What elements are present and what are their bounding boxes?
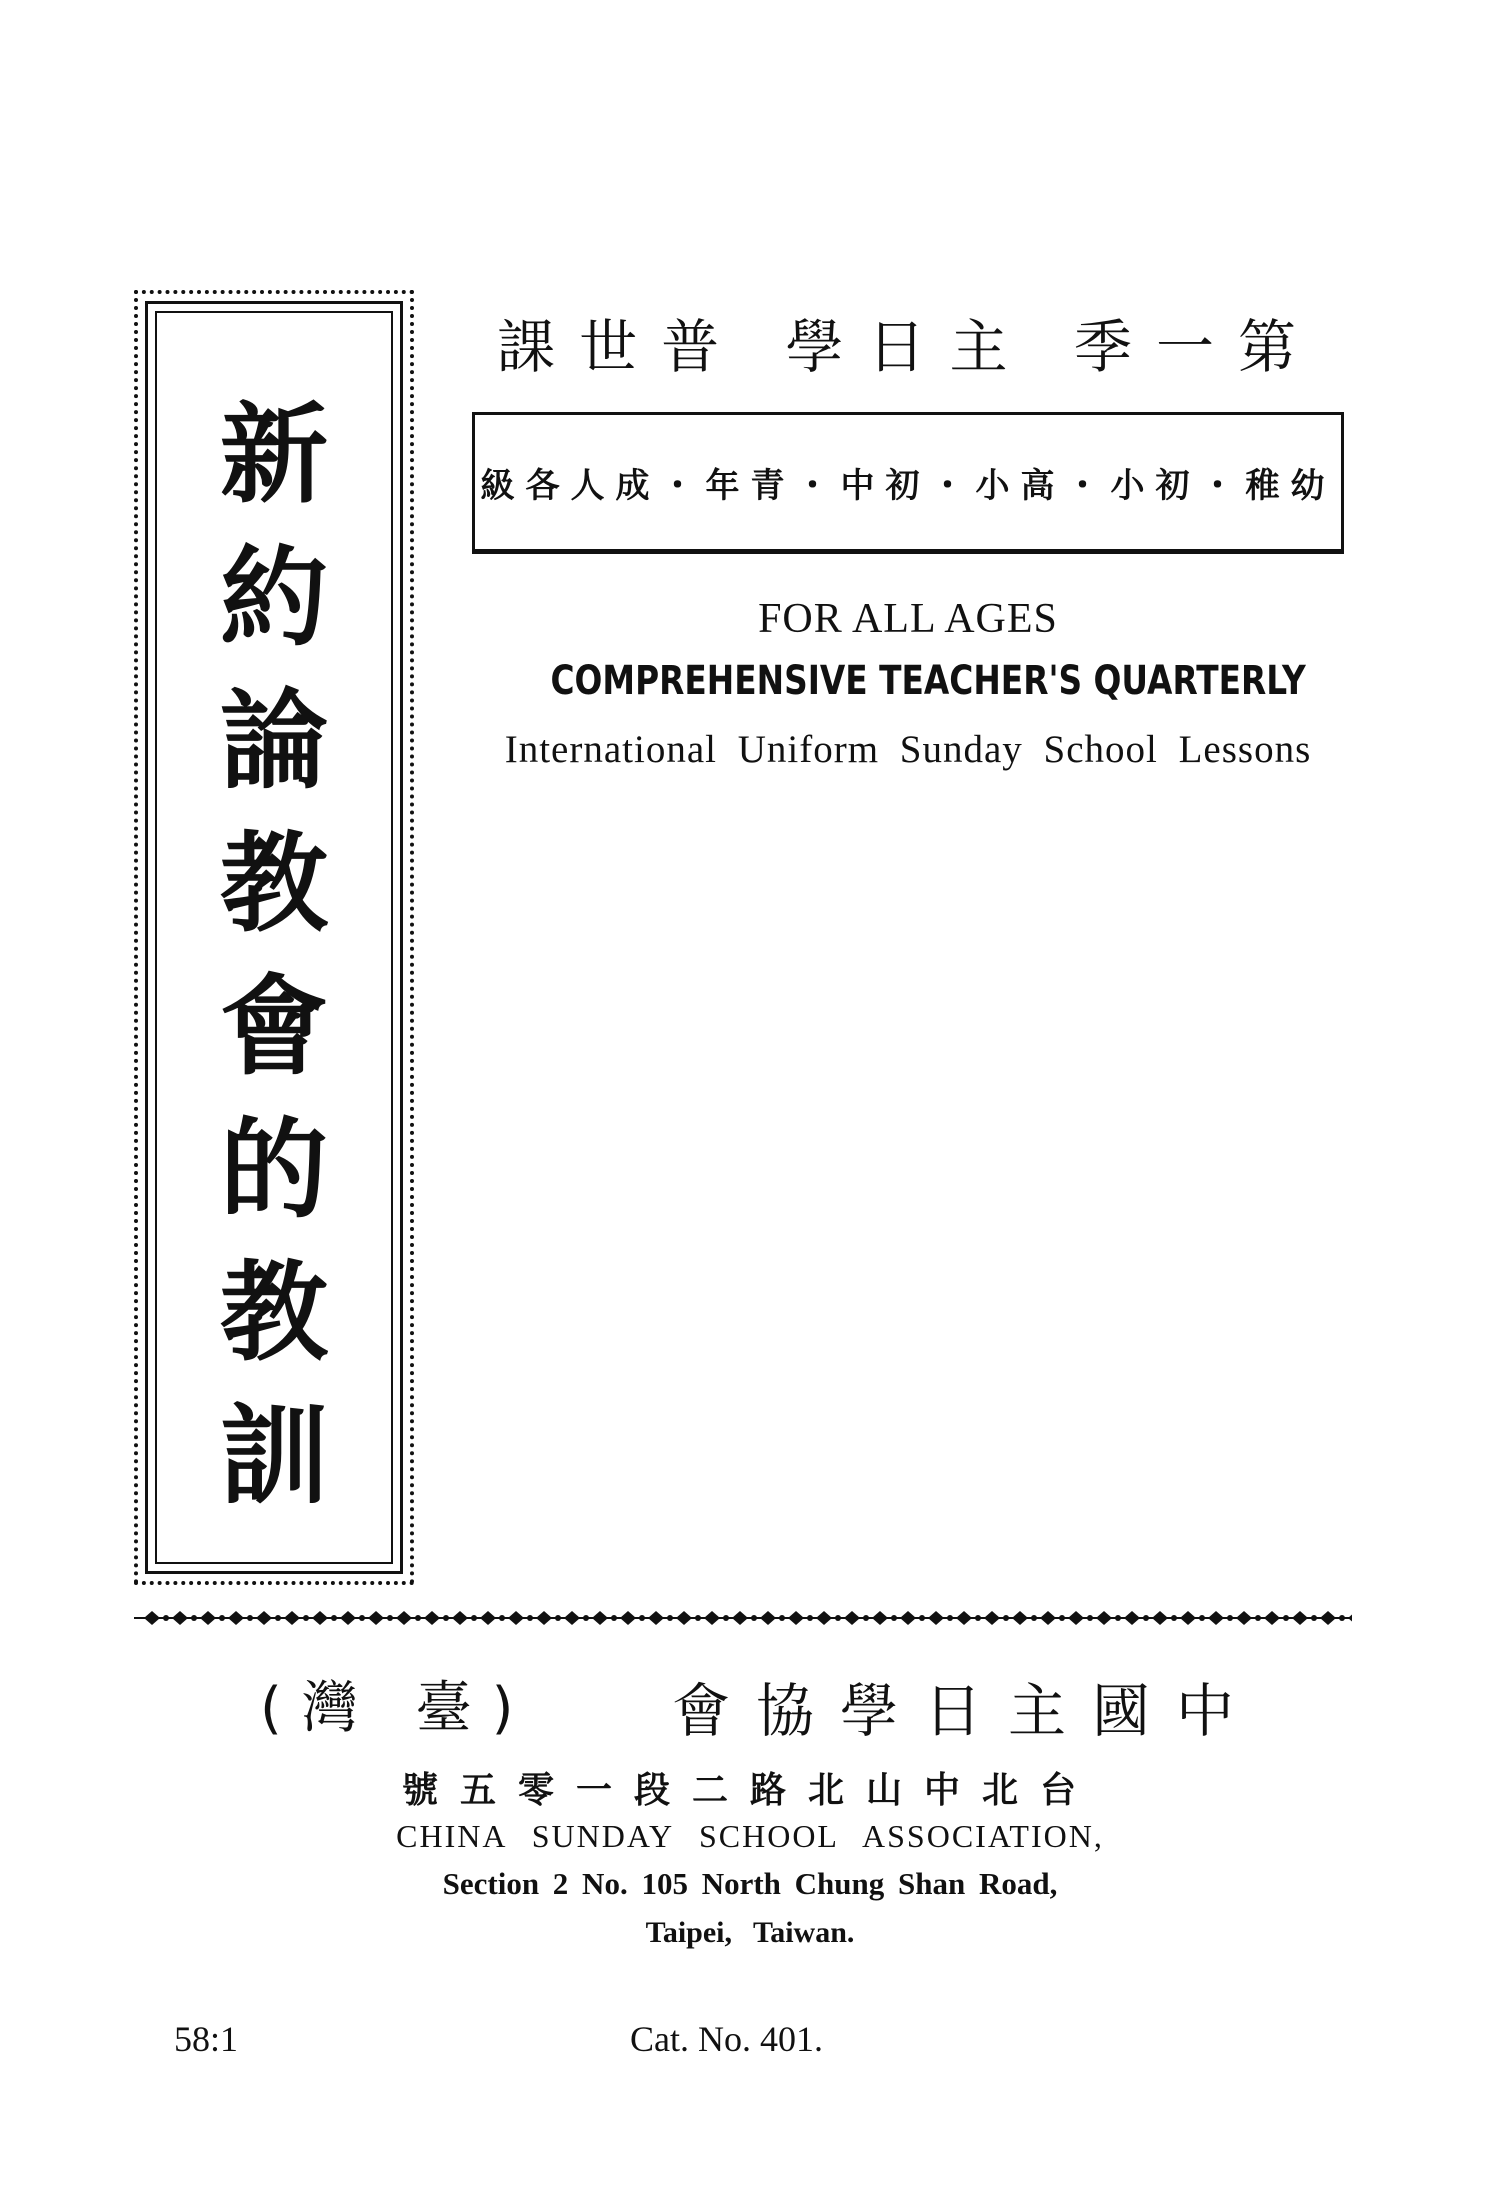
- divider-dot: [583, 1615, 589, 1621]
- title-char: 論: [219, 679, 328, 804]
- divider-dot: [303, 1615, 309, 1621]
- divider-diamond: [480, 1611, 496, 1625]
- age-levels: 幼稚・初小・高小・初中・青年・成人各級: [480, 465, 1336, 506]
- title-char: 訓: [219, 1394, 328, 1519]
- divider-dot: [415, 1615, 421, 1621]
- title-char: 約: [219, 536, 328, 661]
- divider-dot: [163, 1615, 169, 1621]
- title-char: 會: [219, 965, 328, 1090]
- publisher-location-cn: (臺 灣): [260, 1676, 534, 1741]
- divider-diamond: [396, 1611, 412, 1625]
- divider-diamond: [1040, 1611, 1056, 1625]
- divider-diamond: [312, 1611, 328, 1625]
- divider-dot: [1227, 1615, 1233, 1621]
- divider-dot: [1171, 1615, 1177, 1621]
- divider-diamond: [1236, 1611, 1252, 1625]
- divider-diamond: [648, 1611, 664, 1625]
- divider-dot: [1143, 1615, 1149, 1621]
- divider-diamond: [536, 1611, 552, 1625]
- divider-dot: [219, 1615, 225, 1621]
- divider-diamond: [788, 1611, 804, 1625]
- divider-diamond: [284, 1611, 300, 1625]
- divider-diamond: [144, 1611, 160, 1625]
- divider-diamond: [228, 1611, 244, 1625]
- divider-diamond: [900, 1611, 916, 1625]
- divider-dot: [835, 1615, 841, 1621]
- address-en: Section 2 No. 105 North Chung Shan Road,: [442, 1866, 1058, 1901]
- age-levels-box: [472, 412, 1344, 554]
- divider-diamond: [1348, 1611, 1352, 1625]
- divider-diamond: [592, 1611, 608, 1625]
- divider-dot: [667, 1615, 673, 1621]
- divider-diamond: [676, 1611, 692, 1625]
- for-all-ages: FOR ALL AGES: [758, 596, 1058, 642]
- divider-dot: [863, 1615, 869, 1621]
- title-char: 新: [219, 393, 328, 518]
- title-char: 教: [219, 1251, 328, 1376]
- divider-dot: [191, 1615, 197, 1621]
- divider-dot: [527, 1615, 533, 1621]
- title-char: 教: [219, 822, 328, 947]
- series-title: 第一季 主日學 普世課: [497, 313, 1320, 381]
- decorative-divider: [134, 1606, 1352, 1630]
- divider-dot: [499, 1615, 505, 1621]
- divider-diamond: [508, 1611, 524, 1625]
- divider-dot: [331, 1615, 337, 1621]
- divider-diamond: [816, 1611, 832, 1625]
- divider-dot: [891, 1615, 897, 1621]
- divider-diamond: [620, 1611, 636, 1625]
- divider-dot: [443, 1615, 449, 1621]
- divider-dot: [247, 1615, 253, 1621]
- divider-dot: [611, 1615, 617, 1621]
- divider-dot: [1199, 1615, 1205, 1621]
- divider-diamond: [1320, 1611, 1336, 1625]
- divider-dot: [975, 1615, 981, 1621]
- city-en: Taipei, Taiwan.: [645, 1916, 855, 1949]
- divider-diamond: [172, 1611, 188, 1625]
- divider-diamond: [452, 1611, 468, 1625]
- lessons-subtitle: International Uniform Sunday School Lessons: [504, 728, 1312, 771]
- divider-dot: [359, 1615, 365, 1621]
- divider-diamond: [1152, 1611, 1168, 1625]
- divider-diamond: [564, 1611, 580, 1625]
- divider-diamond: [424, 1611, 440, 1625]
- vertical-title: [138, 384, 410, 1528]
- catalog-number: Cat. No. 401.: [630, 2019, 823, 2059]
- divider-dot: [555, 1615, 561, 1621]
- quarterly-title: COMPREHENSIVE TEACHER'S QUARTERLY: [550, 658, 1306, 704]
- divider-dot: [751, 1615, 757, 1621]
- divider-diamond: [732, 1611, 748, 1625]
- divider-dot: [1003, 1615, 1009, 1621]
- publisher-name-cn: 中國主日學協會: [671, 1677, 1260, 1745]
- divider-diamond: [1208, 1611, 1224, 1625]
- divider-diamond: [1292, 1611, 1308, 1625]
- divider-diamond: [256, 1611, 272, 1625]
- divider-diamond: [1096, 1611, 1112, 1625]
- divider-dot: [807, 1615, 813, 1621]
- divider-diamond: [200, 1611, 216, 1625]
- issue-code: 58:1: [174, 2019, 239, 2059]
- divider-dot: [695, 1615, 701, 1621]
- divider-diamond: [368, 1611, 384, 1625]
- divider-diamond: [1264, 1611, 1280, 1625]
- divider-dot: [779, 1615, 785, 1621]
- divider-diamond: [956, 1611, 972, 1625]
- divider-diamond: [984, 1611, 1000, 1625]
- title-char: 的: [219, 1108, 328, 1233]
- divider-diamond: [872, 1611, 888, 1625]
- divider-dot: [947, 1615, 953, 1621]
- divider-diamond: [844, 1611, 860, 1625]
- publisher-cn-line: [260, 1664, 1260, 1744]
- divider-dot: [1339, 1615, 1345, 1621]
- divider-dot: [639, 1615, 645, 1621]
- title-frame: [134, 290, 414, 1585]
- divider-diamond: [1012, 1611, 1028, 1625]
- divider-dot: [1031, 1615, 1037, 1621]
- divider-diamond: [1180, 1611, 1196, 1625]
- divider-dot: [1255, 1615, 1261, 1621]
- divider-diamond: [1124, 1611, 1140, 1625]
- address-cn: 台北中山北路二段一零五號: [401, 1770, 1098, 1811]
- divider-dot: [275, 1615, 281, 1621]
- divider-diamond: [1068, 1611, 1084, 1625]
- divider-dot: [387, 1615, 393, 1621]
- divider-dot: [1283, 1615, 1289, 1621]
- divider-dot: [1311, 1615, 1317, 1621]
- divider-diamond: [760, 1611, 776, 1625]
- publisher-name-en: CHINA SUNDAY SCHOOL ASSOCIATION,: [396, 1818, 1104, 1854]
- divider-dot: [723, 1615, 729, 1621]
- divider-diamond: [704, 1611, 720, 1625]
- divider-dot: [1115, 1615, 1121, 1621]
- divider-dot: [1087, 1615, 1093, 1621]
- divider-dot: [1059, 1615, 1065, 1621]
- divider-diamond: [340, 1611, 356, 1625]
- divider-dot: [919, 1615, 925, 1621]
- divider-dot: [471, 1615, 477, 1621]
- divider-diamond: [928, 1611, 944, 1625]
